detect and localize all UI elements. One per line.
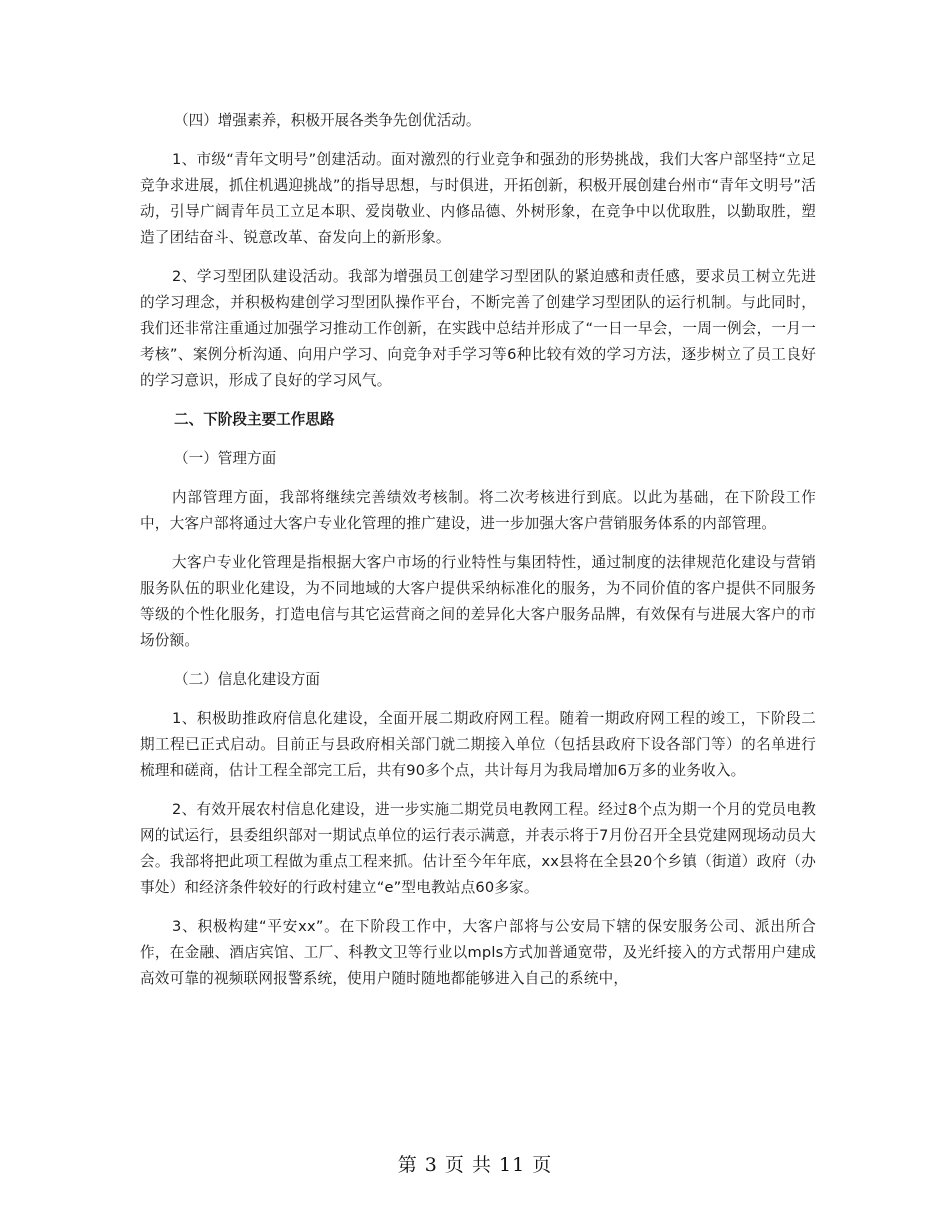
page-footer: 第 3 页 共 11 页 [397,1154,553,1176]
body-paragraph: 3、积极构建“平安xx”。在下阶段工作中，大客户部将与公安局下辖的保安服务公司、派出所合作，在金融、酒店宾馆、工厂、科教文卫等行业以mpls方式加普通宽带，及光纤接入的方式帮用户建成高效可靠的视频联网报警系统，使用户随时随地都能够进入自己的系统中， [140,918,816,987]
body-paragraph: 2、学习型团队建设活动。我部为增强员工创建学习型团队的紧迫感和责任感，要求员工树立先进的学习理念，并积极构建创学习型团队操作平台，不断完善了创建学习型团队的运行机制。与此同时，我们还非常注重通过加强学习推动工作创新，在实践中总结并形成了“一日一早会，一周一例会，一月一考核”、案例分析沟通、向用户学习、向竞争对手学习等6种比较有效的学习方法，逐步树立了员工良好的学习意识，形成了良好的学习风气。 [140,268,816,389]
section-subheading: （一）管理方面 [174,450,277,467]
body-paragraph: 内部管理方面，我部将继续完善绩效考核制。将二次考核进行到底。以此为基础，在下阶段工作中，大客户部将通过大客户专业化管理的推广建设，进一步加强大客户营销服务体系的内部管理。 [140,489,816,532]
section-heading: 二、下阶段主要工作思路 [174,411,335,428]
body-paragraph: 1、积极助推政府信息化建设，全面开展二期政府网工程。随着一期政府网工程的竣工，下阶段二期工程已正式启动。目前正与县政府相关部门就二期接入单位（包括县政府下设各部门等）的名单进行梳理和磋商，估计工程全部完工后，共有90多个点，共计每月为我局增加6万多的业务收入。 [140,710,816,779]
body-paragraph: 1、市级“青年文明号”创建活动。面对激烈的行业竞争和强劲的形势挑战，我们大客户部坚持“立足竞争求进展，抓住机遇迎挑战”的指导思想，与时俱进，开拓创新，积极开展创建台州市“青年文明号”活动，引导广阔青年员工立足本职、爱岗敬业、内修品德、外树形象，在竞争中以优取胜，以勤取胜，塑造了团结奋斗、锐意改革、奋发向上的新形象。 [140,151,816,246]
body-paragraph: 大客户专业化管理是指根据大客户市场的行业特性与集团特性，通过制度的法律规范化建设与营销服务队伍的职业化建设，为不同地域的大客户提供采纳标准化的服务，为不同价值的客户提供不同服务等级的个性化服务，打造电信与其它运营商之间的差异化大客户服务品牌，有效保有与进展大客户的市场份额。 [140,554,816,649]
body-paragraph: 2、有效开展农村信息化建设，进一步实施二期党员电教网工程。经过8个点为期一个月的党员电教网的试运行，县委组织部对一期试点单位的运行表示满意，并表示将于7月份召开全县党建网现场动员大会。我部将把此项工程做为重点工程来抓。估计至今年年底，xx县将在全县20个乡镇（街道）政府（办事处）和经济条件较好的行政村建立“e”型电教站点60多家。 [140,801,816,896]
document-body [140,108,816,1005]
section-subheading: （四）增强素养，积极开展各类争先创优活动。 [174,112,481,129]
section-subheading: （二）信息化建设方面 [174,671,320,688]
